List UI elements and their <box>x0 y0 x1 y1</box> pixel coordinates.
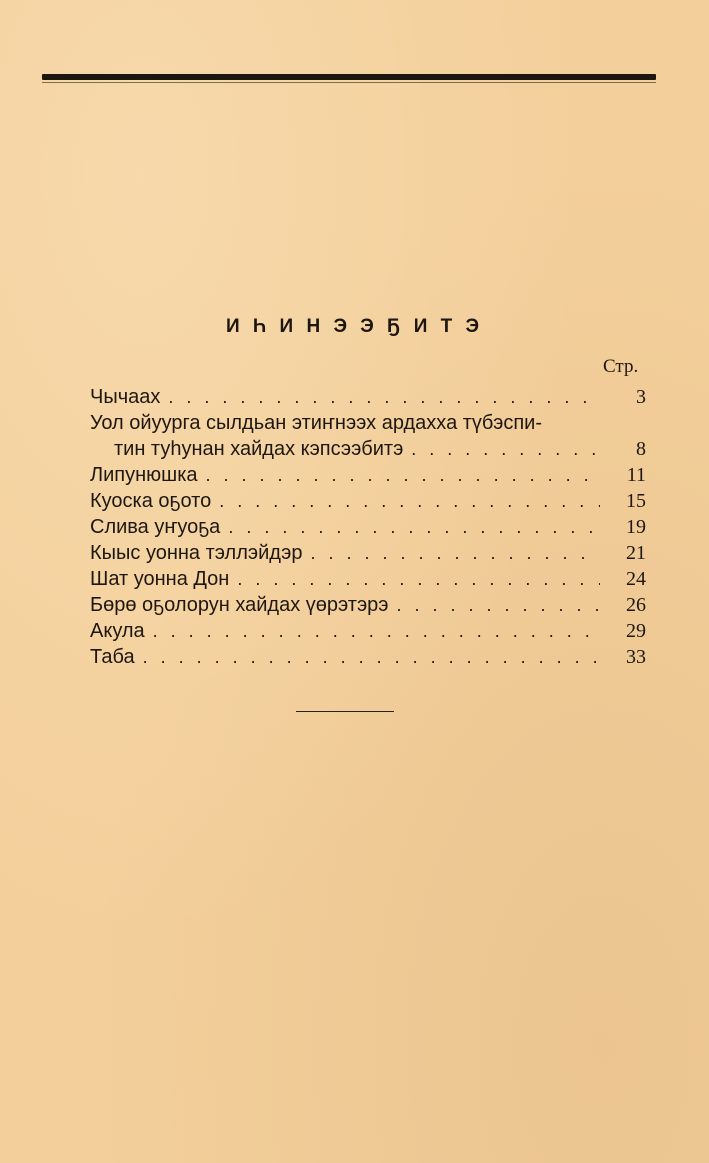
toc-entry-kyys-uonna-tellaider[interactable] <box>90 540 646 566</box>
toc-entry-title: Кыыс уонна тэллэйдэр <box>90 542 303 564</box>
toc-entry-page: 24 <box>626 568 646 590</box>
toc-entry-lipunyushka[interactable] <box>90 462 646 488</box>
toc-entry-sliva-unguoga[interactable] <box>90 514 646 540</box>
toc-entry-page: 8 <box>636 438 646 460</box>
dot-leader <box>153 618 600 644</box>
toc-entry-page: 3 <box>636 386 646 408</box>
toc-entry-title: Слива уҥуоҕа <box>90 516 221 538</box>
toc-entry-page: 19 <box>626 516 646 538</box>
toc-entry-title: Липунюшка <box>90 464 198 486</box>
toc-entry-boro-ogolorun[interactable] <box>90 592 646 618</box>
dot-leader <box>143 644 600 670</box>
dot-leader <box>228 514 600 540</box>
toc-entry-akula[interactable] <box>90 618 646 644</box>
toc-entry-title: Куоска оҕото <box>90 490 212 512</box>
toc-entry-page: 29 <box>626 620 646 642</box>
toc-entry-title-line1: Уол ойуурга сылдьан этиҥнээх ардахха түбэспи- <box>90 412 543 434</box>
toc-entry-taba[interactable] <box>90 644 646 670</box>
dot-leader <box>168 384 600 410</box>
dot-leader <box>219 488 600 514</box>
toc-entry-chychaakh[interactable] <box>90 384 646 410</box>
toc-entry-title: Чычаах <box>90 386 161 408</box>
toc-list <box>90 384 646 670</box>
dot-leader <box>206 462 600 488</box>
toc-entry-kuoska-ogoto[interactable] <box>90 488 646 514</box>
toc-entry-page: 21 <box>626 542 646 564</box>
dot-leader <box>411 436 600 462</box>
toc-entry-line2 <box>90 436 646 462</box>
dot-leader <box>310 540 600 566</box>
toc-entry-page: 11 <box>626 464 646 486</box>
toc-heading: И Һ И Н Э Э Ҕ И Т Э <box>225 316 484 337</box>
toc-entry-uol-oiuurga[interactable] <box>90 410 646 462</box>
toc-entry-shat-uonna-don[interactable] <box>90 566 646 592</box>
toc-entry-page: 26 <box>626 594 646 616</box>
toc-entry-title-line2: тин туһунан хайдах кэпсээбитэ <box>114 438 404 460</box>
dot-leader <box>237 566 600 592</box>
bottom-rule <box>296 711 394 712</box>
toc-entry-page: 33 <box>626 646 646 668</box>
top-rule <box>42 74 656 80</box>
toc-entry-title: Таба <box>90 646 135 668</box>
toc-entry-title: Бөрө оҕолорун хайдах үөрэтэрэ <box>90 594 389 616</box>
dot-leader <box>396 592 600 618</box>
toc-entry-page: 15 <box>626 490 646 512</box>
toc-entry-title: Акула <box>90 620 145 642</box>
page-column-label: Стр. <box>603 356 639 377</box>
top-rule-thin <box>42 82 656 83</box>
toc-entry-title: Шат уонна Дон <box>90 568 230 590</box>
